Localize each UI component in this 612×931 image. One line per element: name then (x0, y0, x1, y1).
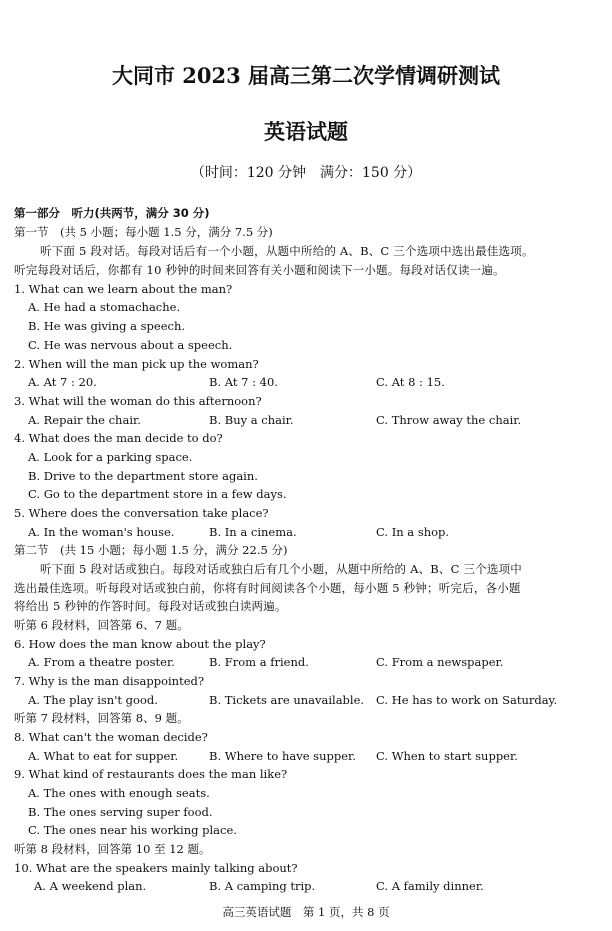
exam-subtitle: 英语试题 (264, 119, 348, 144)
page-footer: 高三英语试题 第 1 页，共 8 页 (222, 905, 390, 919)
question-stem: 10. What are the speakers mainly talking about? (14, 861, 298, 875)
material-note: 听第 7 段材料，回答第 8、9 题。 (14, 711, 189, 725)
option-a: A. Look for a parking space. (28, 450, 193, 464)
question-stem: 4. What does the man decide to do? (14, 431, 223, 445)
section2-instruction: 选出最佳选项。听每段对话或独白前，你将有时间阅读各个小题，每小题 5 秒钟；听完后，各小题 (14, 581, 521, 595)
section1-instruction: 听完每段对话后，你都有 10 秒钟的时间来回答有关小题和阅读下一小题。每段对话仅读一遍。 (14, 263, 505, 277)
question-stem: 8. What can't the woman decide? (14, 730, 208, 744)
option-c: C. From a newspaper. (376, 655, 504, 669)
question-stem: 9. What kind of restaurants does the man like? (14, 767, 288, 781)
option-b: B. The ones serving super food. (28, 805, 213, 819)
option-b: B. A camping trip. (209, 879, 316, 893)
option-a: A. He had a stomachache. (28, 300, 181, 314)
option-c: C. A family dinner. (376, 879, 484, 893)
option-b: B. In a cinema. (209, 525, 297, 539)
section2-instruction: 听下面 5 段对话或独白。每段对话或独白后有几个小题，从题中所给的 A、B、C 三个选项中 (40, 562, 522, 576)
section1-instruction: 听下面 5 段对话。每段对话后有一个小题，从题中所给的 A、B、C 三个选项中选出最佳选项。 (40, 244, 534, 258)
question-stem: 2. When will the man pick up the woman? (14, 357, 259, 371)
question-stem: 7. Why is the man disappointed? (14, 674, 205, 688)
exam-title: 大同市 2023 届高三第二次学情调研测试 (111, 63, 501, 88)
option-a: A. From a theatre poster. (28, 655, 175, 669)
option-c: C. He was nervous about a speech. (28, 338, 233, 352)
option-a: A. Repair the chair. (28, 413, 141, 427)
time-info: （时间：120 分钟 满分：150 分） (190, 165, 422, 181)
section2-heading: 第二节 (共 15 小题；每小题 1.5 分，满分 22.5 分) (14, 543, 288, 557)
section1-heading: 第一节 (共 5 小题；每小题 1.5 分，满分 7.5 分) (14, 225, 273, 239)
option-a: A. In the woman's house. (28, 525, 175, 539)
option-c: C. At 8 : 15. (376, 375, 445, 389)
section2-instruction: 将给出 5 秒钟的作答时间。每段对话或独白读两遍。 (14, 599, 287, 613)
question-stem: 5. Where does the conversation take place? (14, 506, 269, 520)
option-b: B. Buy a chair. (209, 413, 294, 427)
option-c: C. In a shop. (376, 525, 450, 539)
option-c: C. When to start supper. (376, 749, 518, 763)
option-a: A. What to eat for supper. (28, 749, 179, 763)
question-stem: 3. What will the woman do this afternoon? (14, 394, 262, 408)
question-stem: 1. What can we learn about the man? (14, 282, 233, 296)
option-b: B. From a friend. (209, 655, 309, 669)
option-a: A. At 7 : 20. (28, 375, 97, 389)
option-b: B. Where to have supper. (209, 749, 356, 763)
option-c: C. Throw away the chair. (376, 413, 522, 427)
material-note: 听第 6 段材料，回答第 6、7 题。 (14, 618, 189, 632)
option-b: B. Drive to the department store again. (28, 469, 258, 483)
option-b: B. He was giving a speech. (28, 319, 186, 333)
question-stem: 6. How does the man know about the play? (14, 637, 266, 651)
option-a: A. The ones with enough seats. (28, 786, 210, 800)
option-a: A. A weekend plan. (34, 879, 147, 893)
material-note: 听第 8 段材料，回答第 10 至 12 题。 (14, 842, 211, 856)
option-c: C. The ones near his working place. (28, 823, 237, 837)
option-a: A. The play isn't good. (28, 693, 158, 707)
option-b: B. At 7 : 40. (209, 375, 278, 389)
option-b: B. Tickets are unavailable. (209, 693, 365, 707)
option-c: C. He has to work on Saturday. (376, 693, 558, 707)
option-c: C. Go to the department store in a few days. (28, 487, 287, 501)
part1-heading: 第一部分 听力(共两节，满分 30 分) (14, 206, 210, 220)
